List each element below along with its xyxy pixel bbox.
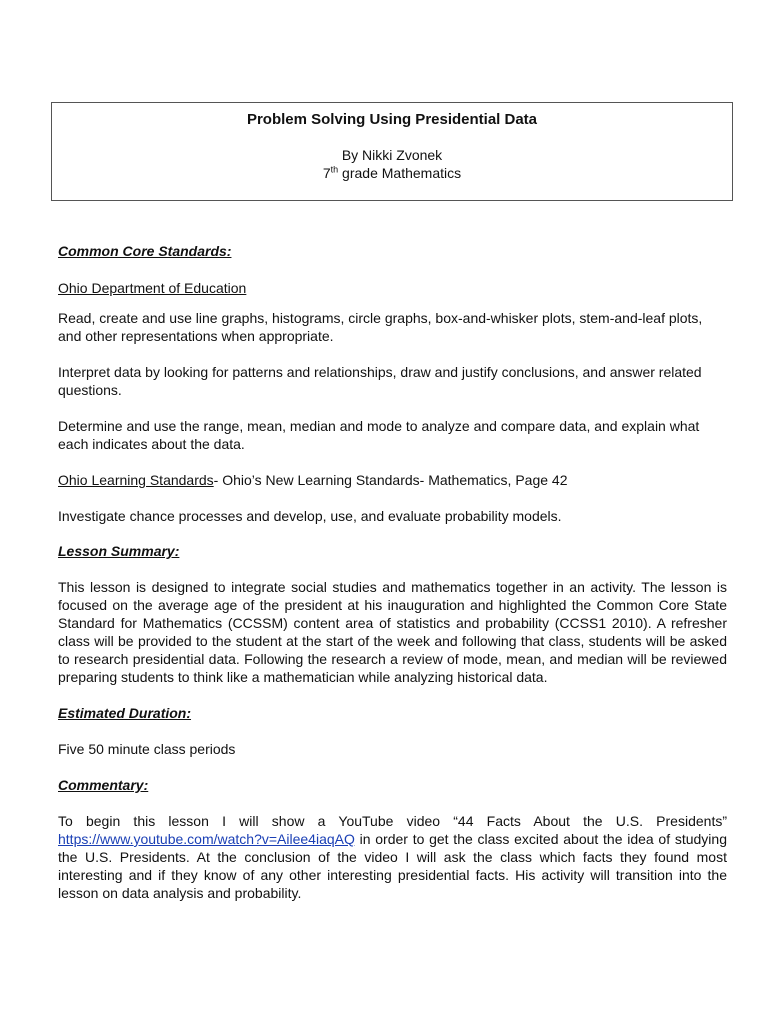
standards-heading: Common Core Standards:	[58, 243, 232, 259]
commentary-heading: Commentary:	[58, 777, 149, 793]
ols-item: Investigate chance processes and develop, use, and evaluate probability models.	[58, 508, 562, 524]
commentary-text-after: in order to get the class excited about the idea of studying the U.S. Presidents. At the conclusion of the video I will ask the class which facts they found most interesting and if they know of any other interesting presidential facts. His activity will transition into the lesson on data analysis and probability.	[58, 831, 727, 901]
ode-label-text: Ohio Department of Education	[58, 280, 247, 296]
author-line: By Nikki Zvonek	[341, 147, 443, 163]
document-title: Problem Solving Using Presidential Data	[246, 111, 538, 128]
title-box	[51, 102, 733, 201]
summary-heading: Lesson Summary:	[58, 543, 180, 559]
standard-item-1: Read, create and use line graphs, histograms, circle graphs, box-and-whisker plots, stem-and-leaf plots, and other representations when appropriate.	[58, 310, 703, 344]
youtube-link[interactable]: https://www.youtube.com/watch?v=Ailee4iaqAQ	[58, 831, 355, 847]
summary-text: This lesson is designed to integrate social studies and mathematics together in an activity. The lesson is focused on the average age of the president at his inauguration and highlighted the Common Core State Standard for Mathematics (CCSSM) content area of statistics and probability (CCSS1 2010). A refresher class will be provided to the student at the start of the week and following that class, students will be asked to research presidential data. Following the research a review of mode, mean, and median will be reviewed preparing students to think like a mathematician while analyzing historical data.	[58, 579, 727, 685]
duration-text: Five 50 minute class periods	[58, 741, 236, 757]
commentary-text-before: To begin this lesson I will show a YouTube video “44 Facts About the U.S. Presidents”	[58, 813, 727, 829]
ols-line	[58, 471, 727, 489]
standard-item-3: Determine and use the range, mean, median and mode to analyze and compare data, and explain what each indicates about the data.	[58, 418, 700, 452]
duration-heading: Estimated Duration:	[58, 705, 192, 721]
grade-line	[52, 164, 732, 182]
document-body	[58, 242, 727, 902]
ols-suffix: - Ohio’s New Learning Standards- Mathematics, Page 42	[213, 472, 568, 488]
grade-number: 7	[322, 165, 331, 181]
grade-superscript: th	[330, 164, 339, 175]
ode-label	[58, 279, 727, 297]
ols-label: Ohio Learning Standards	[58, 472, 214, 488]
grade-text: grade Mathematics	[338, 165, 462, 181]
commentary-text	[58, 812, 727, 902]
standard-item-2: Interpret data by looking for patterns and relationships, draw and justify conclusions, and answer related questions.	[58, 364, 702, 398]
